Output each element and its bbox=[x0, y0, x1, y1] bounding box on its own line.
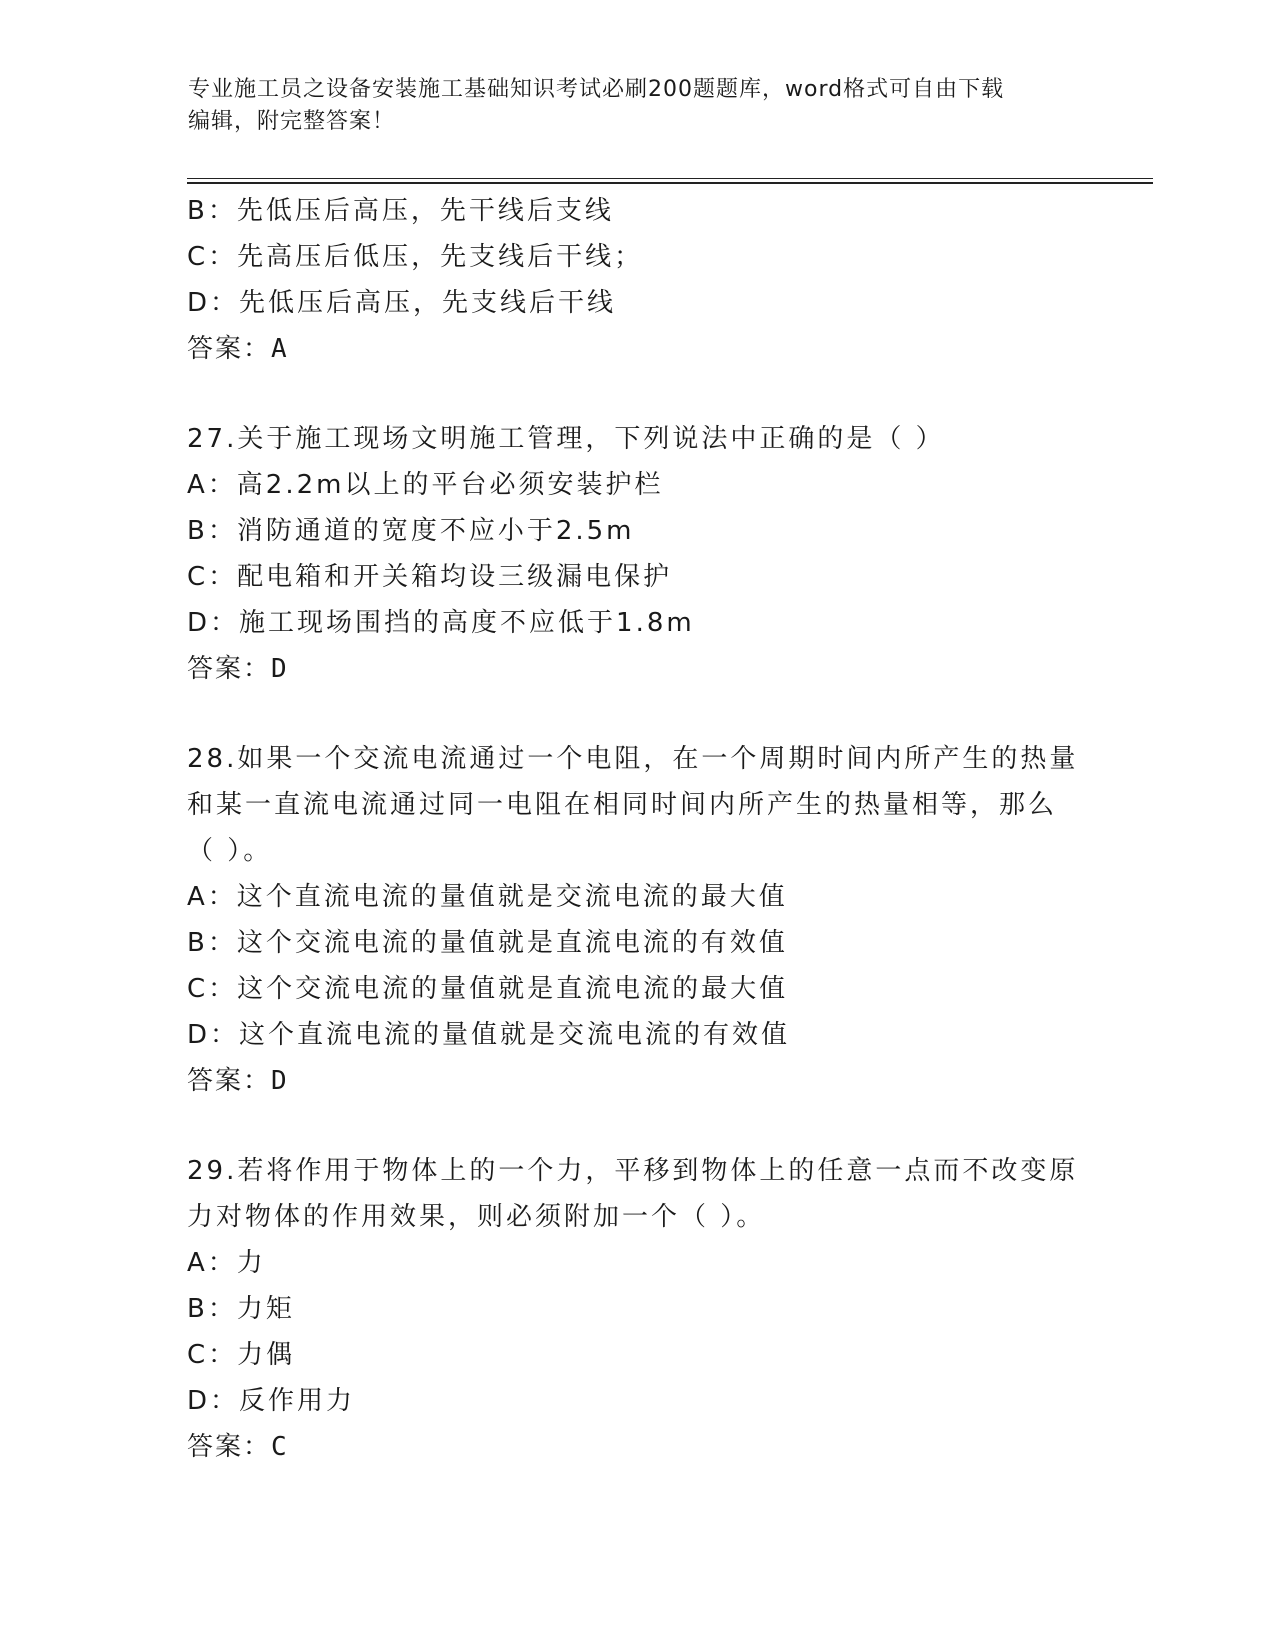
option-d: D：这个直流电流的量值就是交流电流的有效值 bbox=[187, 1020, 791, 1050]
question-stem-line: （ ）。 bbox=[187, 836, 273, 866]
answer-line bbox=[187, 646, 1087, 692]
question-stem-line: 和某一直流电流通过同一电阻在相同时间内所产生的热量相等，那么 bbox=[187, 790, 1058, 820]
question-stem-line: 27.关于施工现场文明施工管理，下列说法中正确的是（ ） bbox=[187, 424, 945, 454]
answer-label: 答案： bbox=[187, 654, 272, 684]
question-stem-line: 力对物体的作用效果，则必须附加一个（ ）。 bbox=[187, 1202, 766, 1232]
answer-label: 答案： bbox=[187, 334, 272, 364]
header-line-2: 编辑，附完整答案！ bbox=[188, 109, 396, 134]
document-body bbox=[187, 188, 1087, 1470]
answer-value: D bbox=[271, 1066, 289, 1096]
option-d: D：施工现场围挡的高度不应低于1.8m bbox=[187, 608, 695, 638]
header-line-1: 专业施工员之设备安装施工基础知识考试必刷200题题库，word格式可自由下载 bbox=[188, 77, 1005, 102]
option-c: C：先高压后低压，先支线后干线； bbox=[187, 242, 644, 272]
option-a: A：力 bbox=[187, 1248, 266, 1278]
option-b: B：消防通道的宽度不应小于2.5m bbox=[187, 516, 635, 546]
question-stem-line: 29.若将作用于物体上的一个力，平移到物体上的任意一点而不改变原 bbox=[187, 1156, 1079, 1186]
answer-label: 答案： bbox=[187, 1432, 272, 1462]
question-continuation bbox=[187, 188, 1087, 372]
option-d: D：先低压后高压，先支线后干线 bbox=[187, 288, 617, 318]
question-27 bbox=[187, 416, 1087, 692]
header-rule-thick bbox=[187, 182, 1153, 184]
answer-value: C bbox=[271, 1432, 289, 1462]
option-c: C：这个交流电流的量值就是直流电流的最大值 bbox=[187, 974, 789, 1004]
document-header bbox=[188, 74, 1088, 138]
option-a: A：高2.2m以上的平台必须安装护栏 bbox=[187, 470, 664, 500]
answer-line bbox=[187, 1058, 1087, 1104]
answer-label: 答案： bbox=[187, 1066, 272, 1096]
option-b: B：力矩 bbox=[187, 1294, 295, 1324]
option-c: C：力偶 bbox=[187, 1340, 296, 1370]
option-c: C：配电箱和开关箱均设三级漏电保护 bbox=[187, 562, 673, 592]
option-d: D：反作用力 bbox=[187, 1386, 356, 1416]
answer-value: A bbox=[271, 334, 289, 364]
answer-line bbox=[187, 1424, 1087, 1470]
answer-value: D bbox=[271, 654, 289, 684]
question-29 bbox=[187, 1148, 1087, 1470]
option-b: B：这个交流电流的量值就是直流电流的有效值 bbox=[187, 928, 788, 958]
question-stem-line: 28.如果一个交流电流通过一个电阻，在一个周期时间内所产生的热量 bbox=[187, 744, 1079, 774]
header-rule-thin bbox=[187, 178, 1153, 179]
option-b: B：先低压后高压，先干线后支线 bbox=[187, 196, 614, 226]
option-a: A：这个直流电流的量值就是交流电流的最大值 bbox=[187, 882, 788, 912]
question-28 bbox=[187, 736, 1087, 1104]
answer-line bbox=[187, 326, 1087, 372]
